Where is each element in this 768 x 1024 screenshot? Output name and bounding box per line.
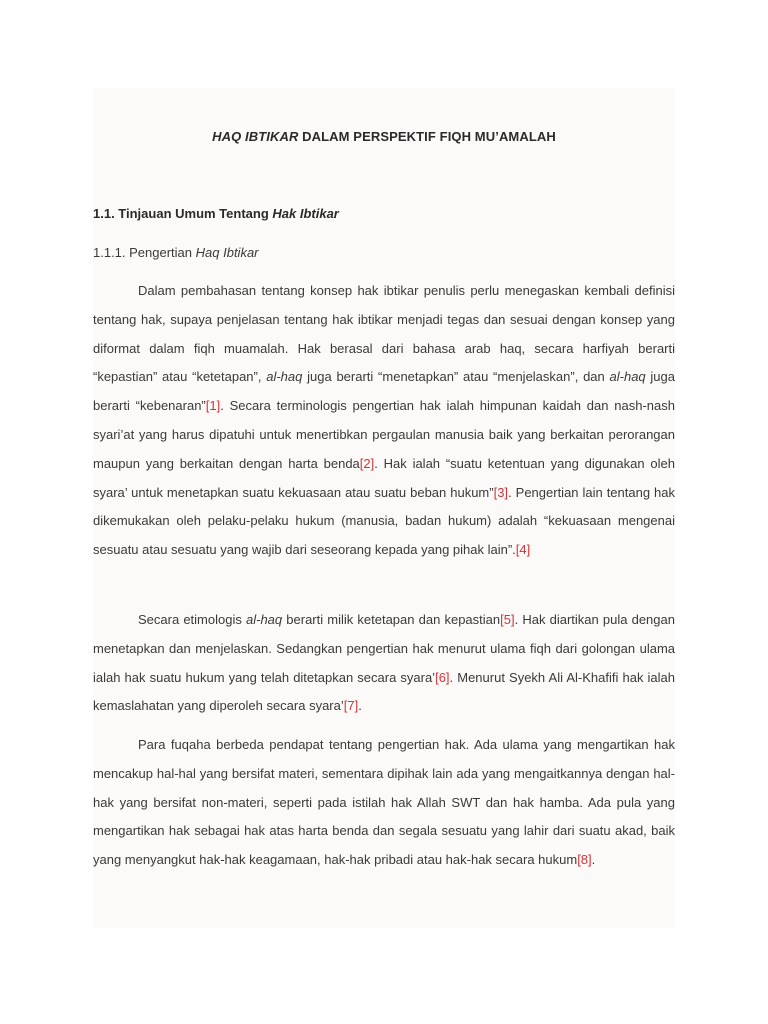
footnote-ref-7[interactable]: [7] bbox=[343, 698, 359, 714]
p2-text-1: Secara etimologis bbox=[138, 612, 246, 627]
p1-text-6: . Pengertian lain tentang hak dikemukakan oleh pelaku-pelaku hukum (manusia, badan hukum) adalah “kekuasaan mengenai sesuatu atau sesuatu yang wajib dari seseorang kepada yang pihak lain”. bbox=[93, 484, 675, 558]
footnote-ref-5[interactable]: [5] bbox=[500, 612, 515, 627]
title-rest-part: DALAM PERSPEKTIF FIQH MU’AMALAH bbox=[298, 129, 556, 144]
p1-text-5: . Hak ialah “suatu ketentuan yang digunakan oleh syara’ untuk menetapkan suatu kekuasaan atau suatu beban hukum” bbox=[93, 455, 675, 500]
section-heading-text: 1.1. Tinjauan Umum Tentang bbox=[93, 206, 273, 221]
p1-italic-1: al-haq bbox=[266, 369, 303, 385]
section-heading-italic: Hak Ibtikar bbox=[272, 206, 339, 221]
paragraph-3 bbox=[93, 731, 675, 875]
document-page bbox=[93, 88, 675, 928]
p1-text-1: Dalam pembahasan tentang konsep hak ibtikar penulis perlu menegaskan kembali definisi tentang hak, supaya penjelasan tentang hak ibtikar menjadi tegas dan sesuai dengan konsep yang diformat dalam fiqh muamalah. Hak berasal dari bahasa arab haq, secara harfiyah berarti “kepastian” atau “ketetapan”, bbox=[93, 283, 675, 385]
sub-heading-italic: Haq Ibtikar bbox=[195, 245, 259, 260]
section-heading bbox=[93, 206, 339, 221]
p2-text-4: . Menurut Syekh Ali Al-Khafifi hak ialah kemaslahatan yang diperoleh secara syara’ bbox=[93, 669, 676, 714]
p1-italic-2: al-haq bbox=[609, 369, 646, 385]
p2-text-2: berarti milik ketetapan dan kepastian bbox=[282, 612, 501, 627]
footnote-ref-4[interactable]: [4] bbox=[515, 542, 531, 558]
document-title bbox=[93, 129, 675, 144]
p1-text-2: juga berarti “menetapkan” atau “menjelaskan”, dan bbox=[302, 369, 610, 385]
sub-heading-text: 1.1.1. Pengertian bbox=[93, 245, 196, 260]
footnote-ref-2[interactable]: [2] bbox=[359, 455, 375, 471]
paragraph-2 bbox=[93, 606, 675, 721]
p1-text-4: . Secara terminologis pengertian hak ialah himpunan kaidah dan nash-nash syari’at yang harus dipatuhi untuk menertibkan pergaulan manusia baik yang berkaitan perorangan maupun yang berkaitan dengan harta benda bbox=[93, 398, 675, 471]
p2-italic-1: al-haq bbox=[246, 612, 283, 627]
p2-text-3: . Hak diartikan pula dengan menetapkan dan menjelaskan. Sedangkan pengertian hak menurut ulama fiqh dari golongan ulama ialah hak suatu hukum yang telah ditetapkan secara syara’ bbox=[93, 612, 675, 685]
p1-text-3: juga berarti “kebenaran” bbox=[93, 369, 675, 414]
footnote-ref-1[interactable]: [1] bbox=[205, 398, 221, 414]
p2-text-5: . bbox=[358, 698, 362, 714]
footnote-ref-3[interactable]: [3] bbox=[493, 484, 509, 500]
footnote-ref-8[interactable]: [8] bbox=[577, 852, 592, 868]
title-italic-part: HAQ IBTIKAR bbox=[212, 129, 299, 144]
p3-text-1: Para fuqaha berbeda pendapat tentang pengertian hak. Ada ulama yang mengartikan hak mencakup hal-hal yang bersifat materi, sementara dipihak lain ada yang mengaitkannya dengan hal-hak yang bersifat non-materi, seperti pada istilah hak Allah SWT dan hak hamba. Ada pula yang mengartikan hak sebagai hak atas harta benda dan segala sesuatu yang lahir dari suatu akad, baik yang menyangkut hak-hak keagamaan, hak-hak pribadi atau hak-hak secara hukum bbox=[93, 737, 675, 868]
paragraph-1 bbox=[93, 277, 675, 565]
footnote-ref-6[interactable]: [6] bbox=[435, 669, 450, 685]
sub-heading bbox=[93, 245, 259, 260]
p3-text-2: . bbox=[591, 852, 596, 868]
